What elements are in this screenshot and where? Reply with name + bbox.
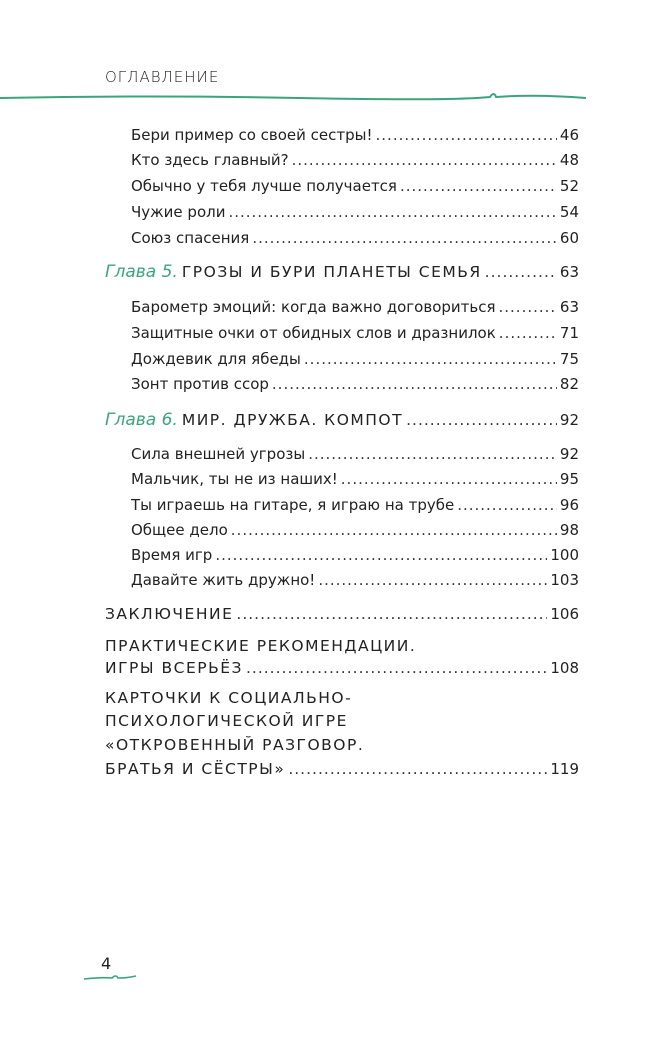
dot-leader — [292, 151, 557, 169]
toc-entry — [105, 736, 579, 754]
dot-leader — [308, 445, 557, 463]
entry-page: 71 — [559, 324, 579, 342]
entry-page: 54 — [559, 203, 579, 221]
toc-entry — [105, 262, 579, 282]
entry-page: 60 — [559, 229, 579, 247]
toc-entry — [105, 712, 579, 730]
entry-title: ПРАКТИЧЕСКИЕ РЕКОМЕНДАЦИИ. — [105, 637, 417, 655]
entry-title: ПСИХОЛОГИЧЕСКОЙ ИГРЕ — [105, 712, 348, 730]
entry-title: Бери пример со своей сестры! — [131, 126, 373, 144]
toc-entry — [105, 689, 579, 707]
toc-entry — [105, 637, 579, 655]
dot-leader — [499, 298, 557, 316]
dot-leader — [215, 546, 547, 564]
toc-entry — [131, 571, 579, 589]
entry-title: Время игр — [131, 546, 213, 564]
entry-page: 48 — [559, 151, 579, 169]
entry-page: 95 — [559, 470, 579, 488]
entry-title: Союз спасения — [131, 229, 250, 247]
entry-page: 103 — [550, 571, 579, 589]
dot-leader — [318, 571, 547, 589]
dot-leader — [376, 126, 557, 144]
dot-leader — [272, 375, 557, 393]
entry-page: 92 — [559, 411, 579, 429]
toc-entry — [105, 760, 579, 778]
toc-entry — [131, 177, 579, 195]
entry-title: Защитные очки от обидных слов и дразнилок — [131, 324, 496, 342]
dot-leader — [304, 350, 557, 368]
dot-leader — [341, 470, 557, 488]
entry-page: 98 — [559, 521, 579, 539]
running-header: ОГЛАВЛЕНИЕ — [105, 68, 220, 86]
dot-leader — [236, 605, 547, 623]
entry-title: Барометр эмоций: когда важно договориться — [131, 298, 496, 316]
toc-entry — [131, 203, 579, 221]
entry-title: ИГРЫ ВСЕРЬЁЗ — [105, 659, 243, 677]
toc-entry — [131, 126, 579, 144]
entry-page: 96 — [559, 496, 579, 514]
entry-title: ГРОЗЫ И БУРИ ПЛАНЕТЫ СЕМЬЯ — [181, 263, 482, 281]
toc-entry — [131, 350, 579, 368]
entry-page: 52 — [559, 177, 579, 195]
toc-entry — [131, 324, 579, 342]
entry-title: Чужие роли — [131, 203, 226, 221]
toc-entry — [105, 605, 579, 623]
entry-title: Давайте жить дружно! — [131, 571, 316, 589]
entry-page: 75 — [559, 350, 579, 368]
dot-leader — [457, 496, 557, 514]
chapter-label: Глава 6. — [105, 410, 178, 430]
entry-page: 46 — [559, 126, 579, 144]
toc-entry — [131, 546, 579, 564]
dot-leader — [252, 229, 557, 247]
footer-flourish — [82, 972, 142, 984]
dot-leader — [246, 659, 547, 677]
dot-leader — [400, 177, 557, 195]
entry-page: 63 — [559, 263, 579, 281]
dot-leader — [228, 203, 556, 221]
entry-title: Кто здесь главный? — [131, 151, 289, 169]
toc-entry — [131, 229, 579, 247]
entry-page: 92 — [559, 445, 579, 463]
entry-title: «ОТКРОВЕННЫЙ РАЗГОВОР. — [105, 736, 365, 754]
entry-page: 82 — [559, 375, 579, 393]
dot-leader — [499, 324, 557, 342]
entry-title: ЗАКЛЮЧЕНИЕ — [105, 605, 234, 623]
entry-page: 63 — [559, 298, 579, 316]
dot-leader — [406, 411, 557, 429]
entry-page: 100 — [550, 546, 579, 564]
toc-entry — [131, 445, 579, 463]
entry-title: Ты играешь на гитаре, я играю на трубе — [131, 496, 455, 514]
page-number: 4 — [101, 954, 112, 973]
toc-entry — [105, 659, 579, 677]
entry-title: КАРТОЧКИ К СОЦИАЛЬНО- — [105, 689, 353, 707]
dot-leader — [288, 760, 547, 778]
toc-entry — [131, 521, 579, 539]
entry-title: Дождевик для ябеды — [131, 350, 301, 368]
toc-entry — [131, 470, 579, 488]
entry-title: Общее дело — [131, 521, 228, 539]
toc-entry — [131, 496, 579, 514]
entry-title: МИР. ДРУЖБА. КОМПОТ — [181, 411, 404, 429]
entry-title: Обычно у тебя лучше получается — [131, 177, 397, 195]
chapter-label: Глава 5. — [105, 262, 178, 282]
entry-title: Зонт против ссор — [131, 375, 269, 393]
entry-title: БРАТЬЯ И СЁСТРЫ» — [105, 760, 286, 778]
toc-entry — [131, 151, 579, 169]
header-rule — [0, 86, 650, 102]
toc-entry — [105, 410, 579, 430]
entry-title: Сила внешней угрозы — [131, 445, 306, 463]
entry-page: 119 — [550, 760, 579, 778]
dot-leader — [485, 263, 557, 281]
dot-leader — [231, 521, 557, 539]
entry-title: Мальчик, ты не из наших! — [131, 470, 338, 488]
toc-entry — [131, 298, 579, 316]
entry-page: 106 — [550, 605, 579, 623]
toc-entry — [131, 375, 579, 393]
entry-page: 108 — [550, 659, 579, 677]
